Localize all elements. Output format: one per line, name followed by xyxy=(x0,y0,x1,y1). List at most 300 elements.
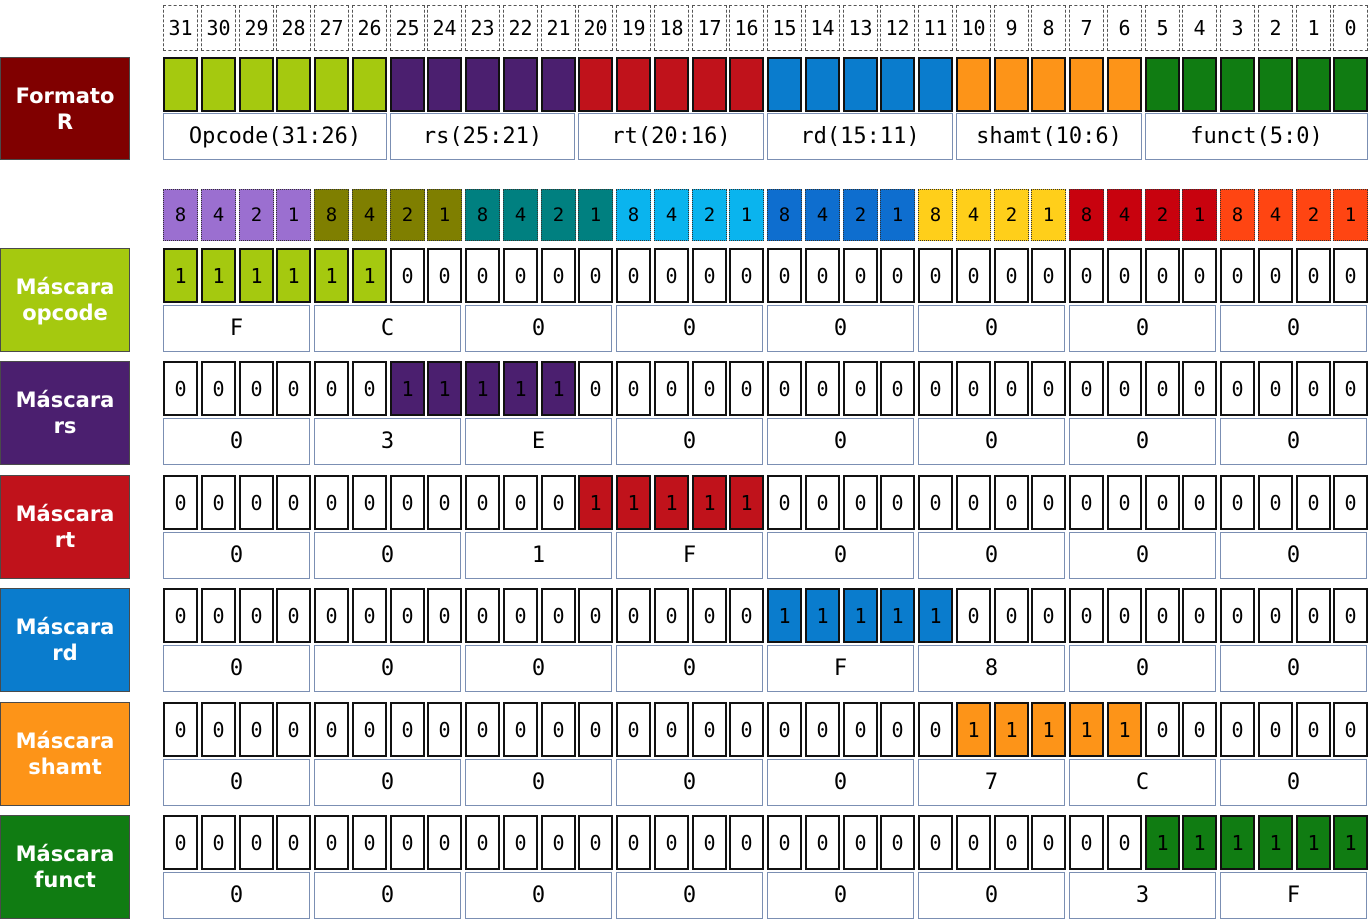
mask-bit-cell: 0 xyxy=(541,475,576,530)
mask-bit-cell: 0 xyxy=(578,361,613,416)
bit-weight: 8 xyxy=(918,189,953,241)
bit-weight: 8 xyxy=(1220,189,1255,241)
mask-bit-cell: 0 xyxy=(1258,361,1293,416)
mask-bit-cell: 1 xyxy=(503,361,538,416)
format-bit-cell xyxy=(616,57,651,112)
format-bit-cell xyxy=(692,57,727,112)
mask-bit-cell: 0 xyxy=(1258,588,1293,643)
mask-bit-cell: 0 xyxy=(692,815,727,870)
mask-bit-cell: 1 xyxy=(1107,702,1142,757)
mask-hex-digit: 0 xyxy=(767,305,914,352)
mask-bit-cell: 0 xyxy=(503,815,538,870)
mask-label-rt: Máscara rt xyxy=(0,475,130,579)
bit-number: 31 xyxy=(163,5,198,51)
mask-bit-cell: 0 xyxy=(1031,815,1066,870)
mask-hex-digit: 0 xyxy=(314,645,461,692)
mask-hex-digit: 3 xyxy=(314,418,461,465)
mask-hex-digit: 0 xyxy=(767,759,914,806)
bit-weight: 2 xyxy=(1296,189,1331,241)
mask-bit-cell: 0 xyxy=(314,815,349,870)
mask-bit-cell: 0 xyxy=(918,475,953,530)
mask-bit-cell: 0 xyxy=(616,248,651,303)
mask-bit-cell: 0 xyxy=(541,588,576,643)
mask-bit-cell: 0 xyxy=(767,702,802,757)
mask-bit-cell: 0 xyxy=(1220,475,1255,530)
mask-bit-cell: 0 xyxy=(918,815,953,870)
mask-bit-cell: 0 xyxy=(390,475,425,530)
mask-bit-cell: 0 xyxy=(1182,475,1217,530)
format-bit-cell xyxy=(201,57,236,112)
bit-weight: 4 xyxy=(201,189,236,241)
bit-number: 30 xyxy=(201,5,236,51)
mask-bit-cell: 0 xyxy=(390,588,425,643)
mask-bit-cell: 0 xyxy=(918,361,953,416)
mask-hex-digit: 0 xyxy=(616,645,763,692)
mask-hex-digit: 0 xyxy=(616,872,763,919)
mask-bit-cell: 0 xyxy=(729,361,764,416)
format-bit-cell xyxy=(352,57,387,112)
mask-bit-cell: 0 xyxy=(692,248,727,303)
mask-hex-digit: 0 xyxy=(314,872,461,919)
format-bit-cell xyxy=(427,57,462,112)
mask-bit-cell: 1 xyxy=(692,475,727,530)
mask-bit-cell: 0 xyxy=(1296,248,1331,303)
mask-bit-cell: 0 xyxy=(503,588,538,643)
mask-bit-cell: 0 xyxy=(1258,702,1293,757)
mask-bit-cell: 0 xyxy=(616,588,651,643)
mask-hex-digit: 0 xyxy=(1220,418,1367,465)
bit-weight: 4 xyxy=(805,189,840,241)
mask-bit-cell: 0 xyxy=(805,815,840,870)
format-bit-cell xyxy=(843,57,878,112)
mask-bit-cell: 1 xyxy=(1182,815,1217,870)
mask-bit-cell: 0 xyxy=(427,702,462,757)
bit-weight: 4 xyxy=(1107,189,1142,241)
mask-bit-cell: 1 xyxy=(1031,702,1066,757)
mask-hex-digit: 0 xyxy=(767,418,914,465)
mask-bit-cell: 0 xyxy=(1220,248,1255,303)
format-bit-cell xyxy=(578,57,613,112)
mask-bit-cell: 0 xyxy=(239,475,274,530)
mask-hex-digit: 0 xyxy=(163,532,310,579)
mask-bit-cell: 0 xyxy=(201,588,236,643)
mask-hex-digit: 0 xyxy=(1220,759,1367,806)
bit-weight: 4 xyxy=(352,189,387,241)
format-field-box: rs(25:21) xyxy=(390,113,575,160)
mask-bit-cell: 0 xyxy=(465,588,500,643)
mask-bit-cell: 1 xyxy=(163,248,198,303)
bit-number: 1 xyxy=(1296,5,1331,51)
mask-bit-cell: 0 xyxy=(427,248,462,303)
format-field-box: funct(5:0) xyxy=(1145,113,1368,160)
mask-hex-digit: F xyxy=(163,305,310,352)
format-field-box: rd(15:11) xyxy=(767,113,953,160)
mask-hex-digit: F xyxy=(767,645,914,692)
mask-bit-cell: 0 xyxy=(880,475,915,530)
mask-bit-cell: 0 xyxy=(1258,248,1293,303)
mask-label-rd: Máscara rd xyxy=(0,588,130,692)
mask-bit-cell: 0 xyxy=(163,815,198,870)
mask-bit-cell: 0 xyxy=(880,815,915,870)
mask-bit-cell: 0 xyxy=(1333,702,1368,757)
format-bit-cell xyxy=(729,57,764,112)
mask-bit-cell: 0 xyxy=(352,475,387,530)
bit-weight: 1 xyxy=(578,189,613,241)
mask-bit-cell: 0 xyxy=(276,702,311,757)
mask-bit-cell: 0 xyxy=(956,475,991,530)
mask-bit-cell: 0 xyxy=(201,475,236,530)
bit-weight: 8 xyxy=(465,189,500,241)
mask-hex-digit: 0 xyxy=(918,532,1065,579)
bit-weight: 8 xyxy=(1069,189,1104,241)
mask-bit-cell: 0 xyxy=(1182,248,1217,303)
mask-hex-digit: 0 xyxy=(616,759,763,806)
mask-bit-cell: 1 xyxy=(390,361,425,416)
mask-bit-cell: 0 xyxy=(201,815,236,870)
bit-weight: 1 xyxy=(427,189,462,241)
format-bit-cell xyxy=(465,57,500,112)
mask-bit-cell: 0 xyxy=(918,702,953,757)
mask-bit-cell: 0 xyxy=(541,815,576,870)
mask-bit-cell: 0 xyxy=(578,815,613,870)
mask-hex-digit: 0 xyxy=(918,418,1065,465)
mask-bit-cell: 0 xyxy=(956,361,991,416)
mask-bit-cell: 0 xyxy=(276,475,311,530)
format-bit-cell xyxy=(541,57,576,112)
bit-weight: 8 xyxy=(314,189,349,241)
mask-bit-cell: 0 xyxy=(880,248,915,303)
mask-bit-cell: 0 xyxy=(654,588,689,643)
bit-number: 11 xyxy=(918,5,953,51)
bit-number: 21 xyxy=(541,5,576,51)
mask-bit-cell: 1 xyxy=(352,248,387,303)
format-field-box: shamt(10:6) xyxy=(956,113,1142,160)
mask-hex-digit: 0 xyxy=(767,532,914,579)
mask-bit-cell: 0 xyxy=(805,475,840,530)
mask-bit-cell: 0 xyxy=(503,702,538,757)
mask-hex-digit: 0 xyxy=(1069,305,1216,352)
mask-bit-cell: 0 xyxy=(276,815,311,870)
mask-bit-cell: 0 xyxy=(1333,248,1368,303)
bit-weight: 2 xyxy=(994,189,1029,241)
mask-bit-cell: 0 xyxy=(1333,588,1368,643)
mask-hex-digit: 0 xyxy=(1220,645,1367,692)
mask-bit-cell: 0 xyxy=(805,361,840,416)
mask-bit-cell: 0 xyxy=(352,815,387,870)
bit-weight: 4 xyxy=(503,189,538,241)
bit-number: 23 xyxy=(465,5,500,51)
mask-hex-digit: C xyxy=(314,305,461,352)
mask-bit-cell: 0 xyxy=(1145,361,1180,416)
format-bit-cell xyxy=(503,57,538,112)
mask-bit-cell: 0 xyxy=(767,361,802,416)
mask-bit-cell: 0 xyxy=(352,588,387,643)
mask-bit-cell: 0 xyxy=(314,361,349,416)
mask-bit-cell: 0 xyxy=(729,248,764,303)
mask-hex-digit: 0 xyxy=(918,305,1065,352)
mask-bit-cell: 0 xyxy=(654,815,689,870)
mask-bit-cell: 0 xyxy=(314,588,349,643)
mask-bit-cell: 0 xyxy=(427,475,462,530)
mask-bit-cell: 0 xyxy=(352,702,387,757)
mask-hex-digit: 0 xyxy=(314,759,461,806)
bit-weight: 1 xyxy=(729,189,764,241)
mask-bit-cell: 0 xyxy=(314,702,349,757)
mask-bit-cell: 0 xyxy=(1031,361,1066,416)
bit-weight: 4 xyxy=(1258,189,1293,241)
mask-bit-cell: 0 xyxy=(1069,248,1104,303)
bit-weight: 8 xyxy=(616,189,651,241)
mask-bit-cell: 0 xyxy=(1296,702,1331,757)
mask-bit-cell: 0 xyxy=(692,588,727,643)
mask-bit-cell: 0 xyxy=(239,361,274,416)
mask-bit-cell: 0 xyxy=(994,588,1029,643)
mask-hex-digit: 0 xyxy=(465,872,612,919)
bit-number: 16 xyxy=(729,5,764,51)
bit-number: 7 xyxy=(1069,5,1104,51)
mask-hex-digit: E xyxy=(465,418,612,465)
mask-bit-cell: 0 xyxy=(880,702,915,757)
mask-bit-cell: 1 xyxy=(1296,815,1331,870)
format-bit-cell xyxy=(805,57,840,112)
mask-bit-cell: 0 xyxy=(616,815,651,870)
format-bit-cell xyxy=(1069,57,1104,112)
bit-weight: 2 xyxy=(541,189,576,241)
bit-weight: 1 xyxy=(880,189,915,241)
mask-bit-cell: 0 xyxy=(956,248,991,303)
bit-weight: 1 xyxy=(1031,189,1066,241)
bit-number: 27 xyxy=(314,5,349,51)
mask-bit-cell: 0 xyxy=(1107,361,1142,416)
mask-bit-cell: 1 xyxy=(1333,815,1368,870)
mask-bit-cell: 1 xyxy=(994,702,1029,757)
mask-hex-digit: 0 xyxy=(1069,645,1216,692)
mask-bit-cell: 0 xyxy=(1069,815,1104,870)
mask-bit-cell: 1 xyxy=(465,361,500,416)
bit-weight: 8 xyxy=(767,189,802,241)
format-bit-cell xyxy=(276,57,311,112)
mask-bit-cell: 0 xyxy=(729,588,764,643)
bit-weight: 1 xyxy=(1333,189,1368,241)
mask-hex-digit: 0 xyxy=(1069,418,1216,465)
bit-weight: 2 xyxy=(692,189,727,241)
mask-hex-digit: 0 xyxy=(465,759,612,806)
mask-hex-digit: F xyxy=(1220,872,1367,919)
mask-hex-digit: 0 xyxy=(314,532,461,579)
mask-bit-cell: 0 xyxy=(843,361,878,416)
mask-bit-cell: 0 xyxy=(1182,361,1217,416)
mask-bit-cell: 1 xyxy=(1069,702,1104,757)
bit-number: 24 xyxy=(427,5,462,51)
mask-bit-cell: 0 xyxy=(994,248,1029,303)
mask-bit-cell: 0 xyxy=(163,588,198,643)
mask-bit-cell: 0 xyxy=(1031,588,1066,643)
mask-bit-cell: 0 xyxy=(1182,702,1217,757)
mask-bit-cell: 1 xyxy=(767,588,802,643)
mask-bit-cell: 0 xyxy=(427,588,462,643)
bit-weight: 2 xyxy=(239,189,274,241)
mask-bit-cell: 0 xyxy=(390,815,425,870)
mask-bit-cell: 0 xyxy=(1107,588,1142,643)
format-bit-cell xyxy=(1220,57,1255,112)
mask-bit-cell: 1 xyxy=(239,248,274,303)
mask-bit-cell: 0 xyxy=(692,361,727,416)
format-r-label: Formato R xyxy=(0,57,130,160)
mask-bit-cell: 1 xyxy=(805,588,840,643)
mask-bit-cell: 0 xyxy=(1107,248,1142,303)
mask-hex-digit: 0 xyxy=(465,305,612,352)
mask-bit-cell: 1 xyxy=(843,588,878,643)
mask-hex-digit: 0 xyxy=(1220,305,1367,352)
mask-bit-cell: 0 xyxy=(1258,475,1293,530)
mask-bit-cell: 1 xyxy=(578,475,613,530)
mask-bit-cell: 0 xyxy=(163,361,198,416)
mask-bit-cell: 1 xyxy=(1145,815,1180,870)
mask-bit-cell: 0 xyxy=(276,361,311,416)
bit-number: 9 xyxy=(994,5,1029,51)
format-bit-cell xyxy=(1031,57,1066,112)
mask-bit-cell: 0 xyxy=(1296,361,1331,416)
mask-bit-cell: 0 xyxy=(994,475,1029,530)
mask-bit-cell: 0 xyxy=(1220,361,1255,416)
bit-weight: 8 xyxy=(163,189,198,241)
bit-weight: 2 xyxy=(843,189,878,241)
mask-bit-cell: 0 xyxy=(1333,361,1368,416)
mask-hex-digit: 0 xyxy=(163,872,310,919)
format-bit-cell xyxy=(163,57,198,112)
bit-number: 4 xyxy=(1182,5,1217,51)
format-bit-cell xyxy=(1333,57,1368,112)
mask-bit-cell: 0 xyxy=(314,475,349,530)
format-bit-cell xyxy=(654,57,689,112)
mask-bit-cell: 0 xyxy=(1107,815,1142,870)
mask-bit-cell: 0 xyxy=(503,248,538,303)
bit-weight: 4 xyxy=(956,189,991,241)
bit-number: 12 xyxy=(880,5,915,51)
mask-bit-cell: 0 xyxy=(729,815,764,870)
mask-hex-digit: 0 xyxy=(616,305,763,352)
mask-bit-cell: 0 xyxy=(994,815,1029,870)
mask-bit-cell: 0 xyxy=(616,361,651,416)
mask-bit-cell: 0 xyxy=(1145,702,1180,757)
mask-bit-cell: 0 xyxy=(465,248,500,303)
format-bit-cell xyxy=(880,57,915,112)
mask-bit-cell: 1 xyxy=(918,588,953,643)
mask-bit-cell: 1 xyxy=(956,702,991,757)
mask-bit-cell: 1 xyxy=(1258,815,1293,870)
mask-bit-cell: 0 xyxy=(1031,248,1066,303)
mask-hex-digit: 0 xyxy=(163,418,310,465)
mask-hex-digit: 0 xyxy=(767,872,914,919)
mask-bit-cell: 0 xyxy=(276,588,311,643)
mask-bit-cell: 0 xyxy=(541,702,576,757)
bit-number: 20 xyxy=(578,5,613,51)
mask-bit-cell: 0 xyxy=(201,702,236,757)
format-bit-cell xyxy=(1182,57,1217,112)
bit-number: 14 xyxy=(805,5,840,51)
mask-bit-cell: 0 xyxy=(239,815,274,870)
mask-hex-digit: 0 xyxy=(918,872,1065,919)
mask-bit-cell: 0 xyxy=(692,702,727,757)
bit-number: 3 xyxy=(1220,5,1255,51)
bit-number: 0 xyxy=(1333,5,1368,51)
mask-bit-cell: 0 xyxy=(616,702,651,757)
mask-hex-digit: C xyxy=(1069,759,1216,806)
mask-hex-digit: F xyxy=(616,532,763,579)
bit-weight: 1 xyxy=(1182,189,1217,241)
mask-bit-cell: 0 xyxy=(880,361,915,416)
mask-bit-cell: 0 xyxy=(1333,475,1368,530)
mask-bit-cell: 0 xyxy=(843,815,878,870)
mask-bit-cell: 1 xyxy=(1220,815,1255,870)
mask-hex-digit: 7 xyxy=(918,759,1065,806)
mask-hex-digit: 0 xyxy=(1220,532,1367,579)
bit-number: 6 xyxy=(1107,5,1142,51)
mask-bit-cell: 0 xyxy=(1182,588,1217,643)
mask-bit-cell: 0 xyxy=(578,588,613,643)
bit-number: 17 xyxy=(692,5,727,51)
mask-bit-cell: 0 xyxy=(465,815,500,870)
mask-label-shamt: Máscara shamt xyxy=(0,702,130,806)
mask-bit-cell: 0 xyxy=(918,248,953,303)
mask-bit-cell: 0 xyxy=(1220,702,1255,757)
mask-bit-cell: 1 xyxy=(427,361,462,416)
bit-number: 25 xyxy=(390,5,425,51)
mask-bit-cell: 0 xyxy=(465,475,500,530)
mask-bit-cell: 0 xyxy=(1031,475,1066,530)
bit-weight: 4 xyxy=(654,189,689,241)
mask-hex-digit: 0 xyxy=(616,418,763,465)
mask-bit-cell: 0 xyxy=(390,248,425,303)
format-bit-cell xyxy=(1107,57,1142,112)
mask-bit-cell: 1 xyxy=(314,248,349,303)
mask-hex-digit: 3 xyxy=(1069,872,1216,919)
mask-bit-cell: 0 xyxy=(767,475,802,530)
mask-bit-cell: 0 xyxy=(1069,361,1104,416)
mask-bit-cell: 0 xyxy=(994,361,1029,416)
bit-number: 13 xyxy=(843,5,878,51)
mask-label-rs: Máscara rs xyxy=(0,361,130,465)
mask-hex-digit: 0 xyxy=(163,759,310,806)
format-bit-cell xyxy=(1145,57,1180,112)
mask-bit-cell: 0 xyxy=(805,248,840,303)
mask-bit-cell: 0 xyxy=(578,702,613,757)
mask-bit-cell: 0 xyxy=(1107,475,1142,530)
bit-number: 8 xyxy=(1031,5,1066,51)
mask-bit-cell: 0 xyxy=(654,361,689,416)
mask-bit-cell: 0 xyxy=(843,475,878,530)
mask-bit-cell: 1 xyxy=(654,475,689,530)
mask-bit-cell: 0 xyxy=(729,702,764,757)
mask-hex-digit: 0 xyxy=(465,645,612,692)
mask-bit-cell: 0 xyxy=(163,702,198,757)
mask-bit-cell: 0 xyxy=(1296,475,1331,530)
mask-bit-cell: 0 xyxy=(1220,588,1255,643)
mask-bit-cell: 0 xyxy=(427,815,462,870)
mask-bit-cell: 0 xyxy=(654,702,689,757)
mask-bit-cell: 0 xyxy=(163,475,198,530)
bit-number: 5 xyxy=(1145,5,1180,51)
mask-bit-cell: 1 xyxy=(541,361,576,416)
mask-bit-cell: 0 xyxy=(767,815,802,870)
mask-bit-cell: 0 xyxy=(1145,475,1180,530)
mask-bit-cell: 0 xyxy=(805,702,840,757)
mask-bit-cell: 0 xyxy=(1069,588,1104,643)
bit-number: 18 xyxy=(654,5,689,51)
mask-hex-digit: 1 xyxy=(465,532,612,579)
bit-number: 2 xyxy=(1258,5,1293,51)
format-bit-cell xyxy=(314,57,349,112)
